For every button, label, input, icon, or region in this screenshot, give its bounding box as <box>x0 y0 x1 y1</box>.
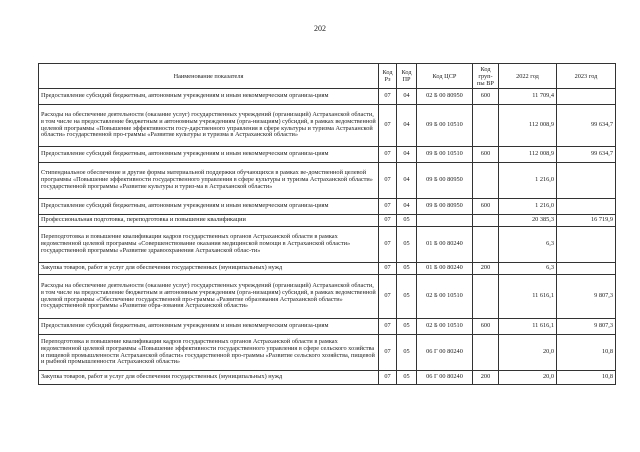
cell-vr <box>473 215 499 227</box>
table-row <box>39 215 616 227</box>
header-indicator-name: Наименование показателя <box>39 64 379 89</box>
cell-pr: 05 <box>397 215 417 227</box>
cell-2022: 112 008,9 <box>499 105 557 147</box>
cell-2023: 9 807,3 <box>557 275 616 319</box>
table-row <box>39 263 616 275</box>
table-row <box>39 89 616 105</box>
table-row <box>39 319 616 335</box>
cell-pr: 04 <box>397 163 417 199</box>
cell-csr: 09 Б 00 10510 <box>417 105 473 147</box>
cell-2023: 10,8 <box>557 371 616 385</box>
cell-csr: 06 Г 00 80240 <box>417 371 473 385</box>
cell-vr <box>473 163 499 199</box>
cell-vr: 200 <box>473 371 499 385</box>
cell-csr: 09 Б 00 80950 <box>417 199 473 215</box>
cell-2023 <box>557 227 616 263</box>
cell-pr: 04 <box>397 199 417 215</box>
cell-csr: 01 Б 00 80240 <box>417 227 473 263</box>
cell-2023: 16 719,9 <box>557 215 616 227</box>
cell-vr: 200 <box>473 263 499 275</box>
cell-rz: 07 <box>379 89 397 105</box>
header-rz-code: Код Рз <box>379 64 397 89</box>
cell-2023: 99 634,7 <box>557 147 616 163</box>
table-row <box>39 105 616 147</box>
cell-pr: 05 <box>397 335 417 371</box>
cell-name: Предоставление субсидий бюджетным, автономным учреждениям и иным некоммерческим организа-циям <box>39 199 379 215</box>
cell-2022: 11 616,1 <box>499 319 557 335</box>
cell-vr <box>473 227 499 263</box>
budget-table <box>38 63 616 385</box>
cell-vr: 600 <box>473 147 499 163</box>
cell-name: Закупка товаров, работ и услуг для обеспечения государственных (муниципальных) нужд <box>39 371 379 385</box>
cell-2023 <box>557 199 616 215</box>
cell-pr: 05 <box>397 371 417 385</box>
table-row <box>39 371 616 385</box>
cell-rz: 07 <box>379 147 397 163</box>
cell-pr: 05 <box>397 227 417 263</box>
cell-2022: 6,3 <box>499 227 557 263</box>
cell-vr <box>473 105 499 147</box>
cell-pr: 04 <box>397 89 417 105</box>
cell-pr: 04 <box>397 105 417 147</box>
cell-name: Расходы на обеспечение деятельности (оказание услуг) государственных учреждений (организаций) Астраханской области, в том числе на предоставление бюджетным и автономным учреждениям (орга-низациям) субсидий, в рамках ведомственной целевой программы «Обеспечение государственной про-граммы «Развитие образования Астраханской области» государственной программы «Развитие обра-зования Астраханской области» <box>39 275 379 319</box>
cell-2022: 20,0 <box>499 371 557 385</box>
cell-vr: 600 <box>473 319 499 335</box>
cell-name: Предоставление субсидий бюджетным, автономным учреждениям и иным некоммерческим организа-циям <box>39 147 379 163</box>
cell-rz: 07 <box>379 199 397 215</box>
header-year-2022: 2022 год <box>499 64 557 89</box>
cell-rz: 07 <box>379 275 397 319</box>
cell-pr: 05 <box>397 275 417 319</box>
cell-2022: 11 709,4 <box>499 89 557 105</box>
cell-rz: 07 <box>379 319 397 335</box>
cell-2023: 10,8 <box>557 335 616 371</box>
cell-vr: 600 <box>473 199 499 215</box>
header-vr-code: Код груп-пы ВР <box>473 64 499 89</box>
table-row <box>39 335 616 371</box>
table-row <box>39 227 616 263</box>
cell-rz: 07 <box>379 105 397 147</box>
cell-rz: 07 <box>379 163 397 199</box>
cell-csr: 01 Б 00 80240 <box>417 263 473 275</box>
cell-vr: 600 <box>473 89 499 105</box>
page-number: 202 <box>314 24 326 33</box>
cell-2022: 20,0 <box>499 335 557 371</box>
cell-2023: 9 807,3 <box>557 319 616 335</box>
cell-csr: 02 Б 00 80950 <box>417 89 473 105</box>
cell-rz: 07 <box>379 371 397 385</box>
cell-2022: 112 008,9 <box>499 147 557 163</box>
cell-2023: 99 634,7 <box>557 105 616 147</box>
cell-name: Профессиональная подготовка, переподготовка и повышение квалификации <box>39 215 379 227</box>
cell-pr: 05 <box>397 319 417 335</box>
cell-csr: 02 Б 00 10510 <box>417 319 473 335</box>
cell-2023 <box>557 263 616 275</box>
cell-name: Предоставление субсидий бюджетным, автономным учреждениям и иным некоммерческим организа-циям <box>39 89 379 105</box>
cell-csr: 09 Б 00 80950 <box>417 163 473 199</box>
cell-name: Закупка товаров, работ и услуг для обеспечения государственных (муниципальных) нужд <box>39 263 379 275</box>
cell-vr <box>473 275 499 319</box>
cell-rz: 07 <box>379 227 397 263</box>
cell-2022: 1 216,0 <box>499 199 557 215</box>
cell-name: Переподготовка и повышение квалификации кадров государственных органов Астраханской области в рамках ведомственной целевой программы «Совершенствование оказания медицинской помощи в Астраханской области» государственной программы «Развитие здравоохранения Астраханской облас-ти» <box>39 227 379 263</box>
cell-pr: 05 <box>397 263 417 275</box>
table-row <box>39 147 616 163</box>
cell-rz: 07 <box>379 335 397 371</box>
header-pr-code: Код ПР <box>397 64 417 89</box>
header-year-2023: 2023 год <box>557 64 616 89</box>
cell-2022: 1 216,0 <box>499 163 557 199</box>
cell-vr <box>473 335 499 371</box>
table-row <box>39 275 616 319</box>
cell-name: Предоставление субсидий бюджетным, автономным учреждениям и иным некоммерческим организа-циям <box>39 319 379 335</box>
cell-name: Переподготовка и повышение квалификации кадров государственных органов Астраханской области в рамках ведомственной целевой программы «Повышение эффективности государственного управления в сфере сельского хозяйства и пищевой промышленности Астраханской области» государственной про-граммы «Развитие сельского хозяйства, пищевой и рыбной промышленности Астраханской области» <box>39 335 379 371</box>
cell-csr: 06 Г 00 80240 <box>417 335 473 371</box>
cell-csr <box>417 215 473 227</box>
cell-name: Расходы на обеспечение деятельности (оказание услуг) государственных учреждений (организаций) Астраханской области, в том числе на предоставление бюджетным и автономным учреждениям (орга-низациям) субсидий, в рамках ведомственной целевой программы «Повышение эффективности госу-дарственного управления в сфере культуры и туризма Астраханской области» государственной про-граммы «Развитие культуры и туризма в Астраханской области» <box>39 105 379 147</box>
cell-2023 <box>557 163 616 199</box>
cell-rz: 07 <box>379 215 397 227</box>
cell-2022: 20 385,3 <box>499 215 557 227</box>
cell-rz: 07 <box>379 263 397 275</box>
cell-2022: 6,3 <box>499 263 557 275</box>
table-row <box>39 163 616 199</box>
table-row <box>39 199 616 215</box>
cell-2023 <box>557 89 616 105</box>
cell-pr: 04 <box>397 147 417 163</box>
cell-2022: 11 616,1 <box>499 275 557 319</box>
cell-csr: 02 Б 00 10510 <box>417 275 473 319</box>
cell-csr: 09 Б 00 10510 <box>417 147 473 163</box>
cell-name: Стипендиальное обеспечение и другие формы материальной поддержки обучающихся в рамках ве-домственной целевой программы «Повышение эффективности государственного управления в сфере культуры и туризма Астраханской области» государственной программы «Развитие культуры и туриз-ма в Астраханской области» <box>39 163 379 199</box>
header-csr-code: Код ЦСР <box>417 64 473 89</box>
table-header-row <box>39 64 616 89</box>
